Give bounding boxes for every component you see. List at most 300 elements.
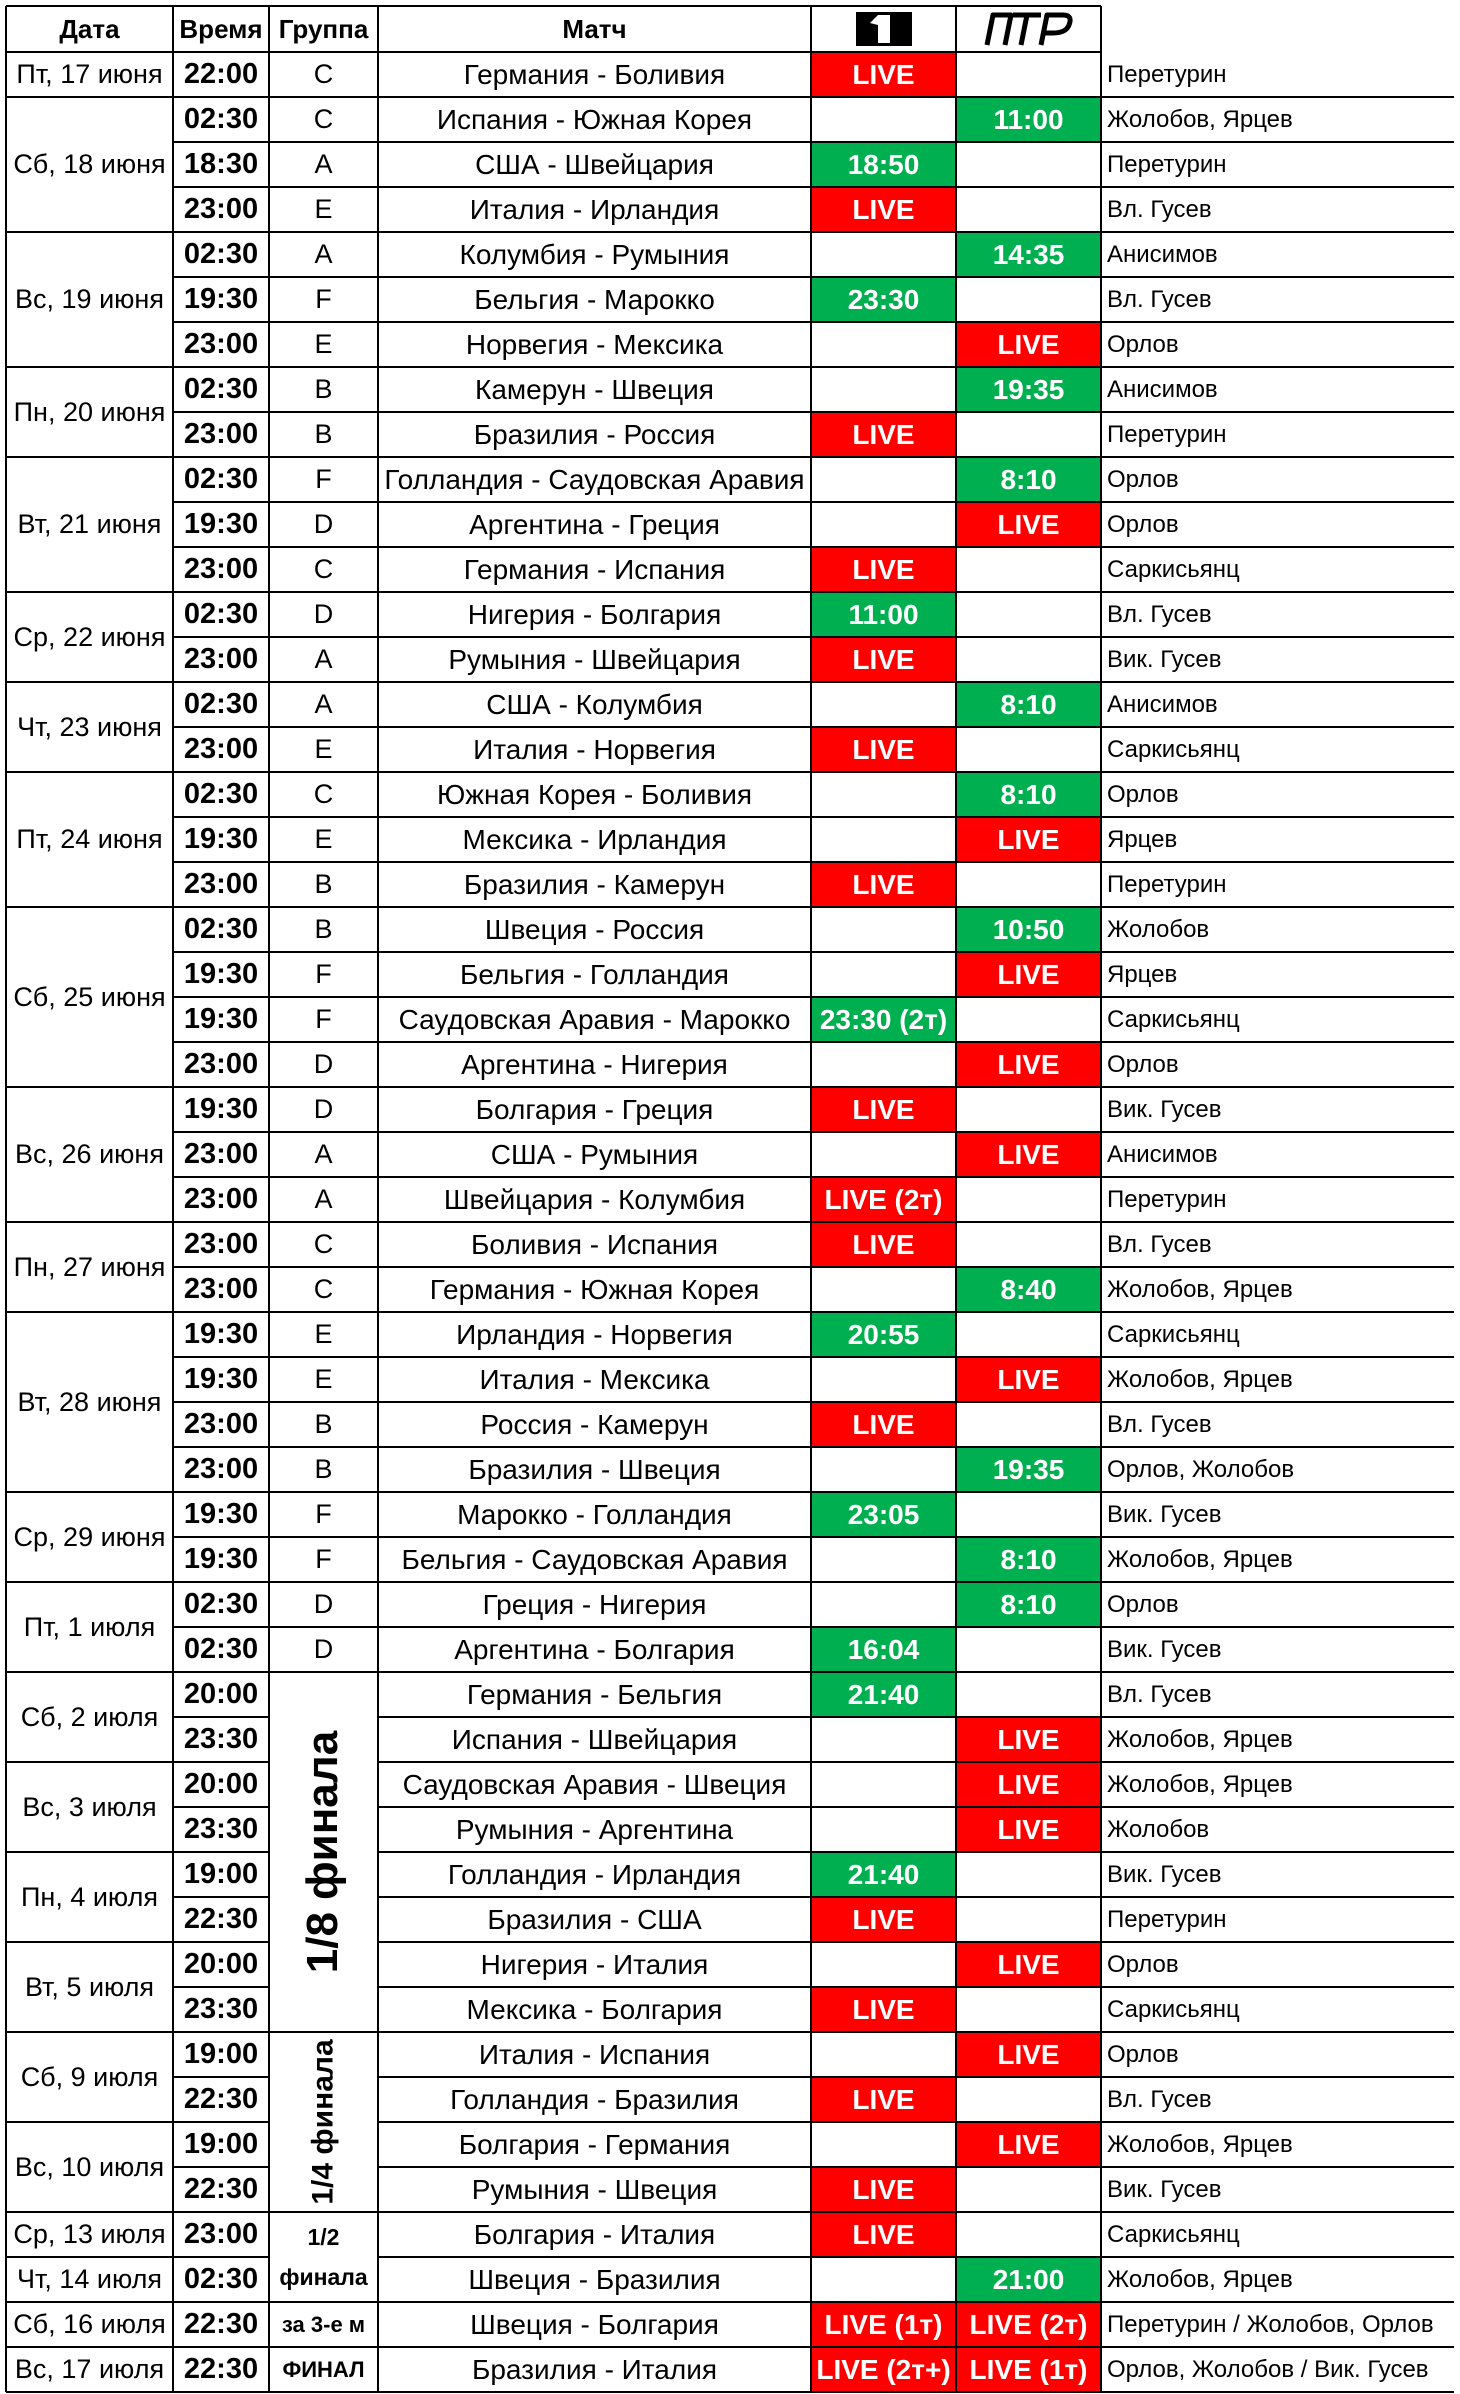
- match-group: F: [269, 1492, 378, 1537]
- match-name: Италия - Ирландия: [378, 187, 811, 232]
- match-name: Болгария - Германия: [378, 2122, 811, 2167]
- channel-one-broadcast: LIVE: [811, 547, 956, 592]
- grid-line: [378, 2166, 1454, 2168]
- match-time: 02:30: [173, 592, 269, 637]
- match-time: 19:30: [173, 1537, 269, 1582]
- match-name: Колумбия - Румыния: [378, 232, 811, 277]
- channel-one-broadcast: [811, 1267, 956, 1312]
- grid-line: [173, 1401, 1454, 1403]
- grid-line: [173, 1536, 1454, 1538]
- match-time: 23:00: [173, 1267, 269, 1312]
- commentators: Жолобов, Ярцев: [1101, 2122, 1454, 2167]
- match-name: Германия - Боливия: [378, 52, 811, 97]
- match-time: 23:00: [173, 637, 269, 682]
- channel-one-logo-icon: [854, 9, 914, 49]
- grid-line: [173, 996, 1454, 998]
- grid-line: [6, 1221, 1454, 1223]
- match-name: Швеция - Бразилия: [378, 2257, 811, 2302]
- match-group: D: [269, 1042, 378, 1087]
- grid-line: [378, 1941, 1454, 1943]
- grid-line: [173, 321, 1454, 323]
- channel-one-broadcast: 21:40: [811, 1672, 956, 1717]
- commentators: Перетурин: [1101, 1897, 1454, 1942]
- rtr-broadcast: LIVE: [956, 1042, 1101, 1087]
- grid-line: [810, 6, 812, 2392]
- grid-line: [173, 411, 1454, 413]
- grid-line: [173, 2076, 269, 2078]
- grid-line: [6, 681, 1454, 683]
- rtr-broadcast: [956, 1897, 1101, 1942]
- match-name: Швеция - Россия: [378, 907, 811, 952]
- match-group: A: [269, 1177, 378, 1222]
- grid-line: [6, 591, 1454, 593]
- stage-semifinal: [269, 2212, 378, 2302]
- grid-line: [6, 366, 1454, 368]
- match-group: D: [269, 592, 378, 637]
- grid-line: [378, 2256, 1454, 2258]
- channel-one-broadcast: [811, 2257, 956, 2302]
- commentators: Жолобов, Ярцев: [1101, 97, 1454, 142]
- match-time: 02:30: [173, 1582, 269, 1627]
- grid-line: [6, 1491, 1454, 1493]
- date-cell: Сб, 16 июля: [6, 2302, 173, 2347]
- match-group: C: [269, 1267, 378, 1312]
- match-time: 19:00: [173, 1852, 269, 1897]
- rtr-broadcast: [956, 2167, 1101, 2212]
- date-cell: Ср, 29 июня: [6, 1492, 173, 1582]
- commentators: Саркисьянц: [1101, 547, 1454, 592]
- rtr-broadcast: 14:35: [956, 232, 1101, 277]
- commentators: Орлов: [1101, 2032, 1454, 2077]
- match-name: Испания - Южная Корея: [378, 97, 811, 142]
- channel-one-broadcast: 18:50: [811, 142, 956, 187]
- channel-one-broadcast: LIVE: [811, 727, 956, 772]
- grid-line: [6, 2211, 1454, 2213]
- match-time: 19:00: [173, 2122, 269, 2167]
- match-name: Болгария - Греция: [378, 1087, 811, 1132]
- match-name: Румыния - Аргентина: [378, 1807, 811, 1852]
- rtr-broadcast: 8:10: [956, 1537, 1101, 1582]
- match-group: F: [269, 1537, 378, 1582]
- channel-one-broadcast: [811, 1762, 956, 1807]
- rtr-broadcast: [956, 547, 1101, 592]
- match-time: 22:30: [173, 2167, 269, 2212]
- stage-semifinal-sf_line2: финала: [279, 2264, 368, 2290]
- commentators: Орлов: [1101, 322, 1454, 367]
- match-group: A: [269, 142, 378, 187]
- grid-line: [173, 501, 1454, 503]
- stage-quarterfinal-text: 1/4 финала: [306, 2039, 340, 2205]
- channel-one-broadcast: LIVE (2т): [811, 1177, 956, 1222]
- match-name: Голландия - Бразилия: [378, 2077, 811, 2122]
- date-cell: Вс, 10 июля: [6, 2122, 173, 2212]
- channel-one-broadcast: LIVE: [811, 862, 956, 907]
- match-time: 19:30: [173, 952, 269, 997]
- channel-one-logo: [811, 6, 956, 52]
- match-group: E: [269, 817, 378, 862]
- rtr-broadcast: [956, 637, 1101, 682]
- commentators: Вик. Гусев: [1101, 1087, 1454, 1132]
- match-name: Германия - Испания: [378, 547, 811, 592]
- match-group: D: [269, 1582, 378, 1627]
- commentators: Анисимов: [1101, 1132, 1454, 1177]
- channel-one-broadcast: [811, 907, 956, 952]
- grid-line: [378, 1806, 1454, 1808]
- channel-one-broadcast: LIVE: [811, 1222, 956, 1267]
- grid-line: [955, 6, 957, 2392]
- grid-line: [173, 1716, 269, 1718]
- channel-one-broadcast: LIVE: [811, 1087, 956, 1132]
- match-name: Саудовская Аравия - Швеция: [378, 1762, 811, 1807]
- date-cell: Ср, 22 июня: [6, 592, 173, 682]
- grid-line: [6, 1581, 1454, 1583]
- channel-one-broadcast: [811, 1582, 956, 1627]
- match-time: 23:30: [173, 1807, 269, 1852]
- match-group: E: [269, 322, 378, 367]
- match-time: 23:00: [173, 1222, 269, 1267]
- rtr-broadcast: [956, 142, 1101, 187]
- match-time: 19:30: [173, 502, 269, 547]
- match-name: США - Швейцария: [378, 142, 811, 187]
- grid-line: [6, 1311, 1454, 1313]
- commentators: Саркисьянц: [1101, 2212, 1454, 2257]
- commentators: Саркисьянц: [1101, 1312, 1454, 1357]
- match-name: США - Колумбия: [378, 682, 811, 727]
- grid-line: [6, 771, 1454, 773]
- match-time: 02:30: [173, 2257, 269, 2302]
- grid-line: [173, 546, 1454, 548]
- date-cell: Пн, 20 июня: [6, 367, 173, 457]
- grid-line: [6, 2391, 1454, 2393]
- match-name: Италия - Испания: [378, 2032, 811, 2077]
- commentators: Орлов, Жолобов: [1101, 1447, 1454, 1492]
- stage-quarterfinal: [269, 2032, 378, 2212]
- commentators: Орлов: [1101, 457, 1454, 502]
- match-name: Греция - Нигерия: [378, 1582, 811, 1627]
- channel-one-broadcast: LIVE: [811, 187, 956, 232]
- rtr-broadcast: LIVE: [956, 1807, 1101, 1852]
- rtr-logo-icon: [983, 9, 1075, 49]
- channel-one-broadcast: 21:40: [811, 1852, 956, 1897]
- match-group: C: [269, 1222, 378, 1267]
- match-group: B: [269, 412, 378, 457]
- rtr-logo: [956, 6, 1101, 52]
- channel-one-broadcast: 16:04: [811, 1627, 956, 1672]
- match-name: Бразилия - Италия: [378, 2347, 811, 2392]
- grid-line: [378, 1896, 1454, 1898]
- rtr-broadcast: [956, 1852, 1101, 1897]
- match-group: C: [269, 772, 378, 817]
- date-cell: Вт, 21 июня: [6, 457, 173, 592]
- grid-line: [172, 6, 174, 2392]
- commentators: Вл. Гусев: [1101, 2077, 1454, 2122]
- rtr-broadcast: LIVE: [956, 502, 1101, 547]
- grid-line: [173, 2166, 269, 2168]
- match-group: C: [269, 52, 378, 97]
- channel-one-broadcast: [811, 457, 956, 502]
- channel-one-broadcast: [811, 367, 956, 412]
- grid-line: [173, 1626, 1454, 1628]
- match-name: США - Румыния: [378, 1132, 811, 1177]
- commentators: Перетурин: [1101, 1177, 1454, 1222]
- match-group: D: [269, 1087, 378, 1132]
- date-cell: Вт, 5 июля: [6, 1942, 173, 2032]
- commentators: Вл. Гусев: [1101, 277, 1454, 322]
- commentators: Жолобов, Ярцев: [1101, 1357, 1454, 1402]
- commentators: Перетурин / Жолобов, Орлов: [1101, 2302, 1454, 2347]
- match-time: 02:30: [173, 457, 269, 502]
- match-group: E: [269, 1357, 378, 1402]
- match-name: Испания - Швейцария: [378, 1717, 811, 1762]
- match-group: C: [269, 97, 378, 142]
- match-name: Россия - Камерун: [378, 1402, 811, 1447]
- channel-one-broadcast: LIVE: [811, 2167, 956, 2212]
- grid-line: [1100, 6, 1102, 2392]
- rtr-broadcast: [956, 1402, 1101, 1447]
- grid-line: [173, 1896, 269, 1898]
- match-name: Нигерия - Болгария: [378, 592, 811, 637]
- match-time: 23:00: [173, 412, 269, 457]
- channel-one-broadcast: LIVE (1т): [811, 2302, 956, 2347]
- match-name: Голландия - Саудовская Аравия: [378, 457, 811, 502]
- match-time: 22:00: [173, 52, 269, 97]
- grid-line: [6, 231, 1454, 233]
- commentators: Вик. Гусев: [1101, 2167, 1454, 2212]
- commentators: Орлов: [1101, 772, 1454, 817]
- grid-line: [378, 2076, 1454, 2078]
- rtr-broadcast: [956, 187, 1101, 232]
- match-name: Мексика - Ирландия: [378, 817, 811, 862]
- match-name: Румыния - Швейцария: [378, 637, 811, 682]
- header-commentators: [1101, 6, 1454, 52]
- channel-one-broadcast: [811, 772, 956, 817]
- match-time: 23:00: [173, 862, 269, 907]
- commentators: Жолобов, Ярцев: [1101, 1762, 1454, 1807]
- date-cell: Чт, 23 июня: [6, 682, 173, 772]
- channel-one-broadcast: [811, 322, 956, 367]
- rtr-broadcast: [956, 2077, 1101, 2122]
- rtr-broadcast: [956, 1627, 1101, 1672]
- commentators: Жолобов: [1101, 907, 1454, 952]
- date-cell: Вс, 3 июля: [6, 1762, 173, 1852]
- match-name: Бельгия - Саудовская Аравия: [378, 1537, 811, 1582]
- rtr-broadcast: 19:35: [956, 367, 1101, 412]
- grid-line: [173, 186, 1454, 188]
- match-time: 22:30: [173, 2302, 269, 2347]
- grid-line: [6, 1941, 269, 1943]
- date-cell: Сб, 9 июля: [6, 2032, 173, 2122]
- commentators: Орлов: [1101, 502, 1454, 547]
- match-name: Саудовская Аравия - Марокко: [378, 997, 811, 1042]
- grid-line: [6, 96, 1454, 98]
- commentators: Перетурин: [1101, 412, 1454, 457]
- commentators: Анисимов: [1101, 232, 1454, 277]
- match-time: 20:00: [173, 1942, 269, 1987]
- rtr-broadcast: 8:10: [956, 772, 1101, 817]
- commentators: Перетурин: [1101, 52, 1454, 97]
- match-group: A: [269, 682, 378, 727]
- match-name: Бразилия - Камерун: [378, 862, 811, 907]
- grid-line: [173, 816, 1454, 818]
- channel-one-broadcast: LIVE: [811, 412, 956, 457]
- channel-one-broadcast: [811, 817, 956, 862]
- stage-semifinal-sf_line1: 1/2: [307, 2224, 340, 2250]
- channel-one-broadcast: [811, 682, 956, 727]
- match-group: D: [269, 1627, 378, 1672]
- grid-line: [5, 6, 7, 2392]
- match-time: 23:00: [173, 547, 269, 592]
- match-time: 19:30: [173, 1492, 269, 1537]
- stage-round-of-16-text: 1/8 финала: [298, 1730, 348, 1974]
- grid-line: [6, 51, 1101, 53]
- match-name: Голландия - Ирландия: [378, 1852, 811, 1897]
- match-time: 23:00: [173, 1447, 269, 1492]
- commentators: Жолобов, Ярцев: [1101, 1267, 1454, 1312]
- rtr-broadcast: [956, 52, 1101, 97]
- match-group: A: [269, 232, 378, 277]
- match-time: 19:30: [173, 1357, 269, 1402]
- header-date: Дата: [6, 6, 173, 52]
- rtr-broadcast: [956, 1087, 1101, 1132]
- grid-line: [6, 1086, 1454, 1088]
- match-time: 02:30: [173, 232, 269, 277]
- commentators: Ярцев: [1101, 817, 1454, 862]
- match-time: 23:30: [173, 1987, 269, 2032]
- rtr-broadcast: 21:00: [956, 2257, 1101, 2302]
- stage-third-place: за 3-е м: [269, 2302, 378, 2347]
- channel-one-broadcast: [811, 2032, 956, 2077]
- grid-line: [173, 951, 1454, 953]
- channel-one-broadcast: [811, 952, 956, 997]
- grid-line: [173, 1176, 1454, 1178]
- channel-one-broadcast: [811, 232, 956, 277]
- channel-one-broadcast: [811, 502, 956, 547]
- date-cell: Сб, 2 июля: [6, 1672, 173, 1762]
- date-cell: Вс, 26 июня: [6, 1087, 173, 1222]
- grid-line: [173, 1986, 269, 1988]
- match-group: B: [269, 907, 378, 952]
- match-name: Болгария - Италия: [378, 2212, 811, 2257]
- commentators: Вл. Гусев: [1101, 1402, 1454, 1447]
- match-time: 02:30: [173, 682, 269, 727]
- match-name: Нигерия - Италия: [378, 1942, 811, 1987]
- channel-one-broadcast: [811, 97, 956, 142]
- grid-line: [378, 1851, 1454, 1853]
- commentators: Вл. Гусев: [1101, 1222, 1454, 1267]
- date-cell: Сб, 25 июня: [6, 907, 173, 1087]
- date-cell: Пн, 4 июля: [6, 1852, 173, 1942]
- match-group: E: [269, 727, 378, 772]
- match-time: 19:30: [173, 1312, 269, 1357]
- channel-one-broadcast: [811, 1537, 956, 1582]
- match-time: 20:00: [173, 1672, 269, 1717]
- header-time: Время: [173, 6, 269, 52]
- match-time: 19:30: [173, 997, 269, 1042]
- match-group: D: [269, 502, 378, 547]
- grid-line: [6, 2256, 269, 2258]
- rtr-broadcast: [956, 592, 1101, 637]
- rtr-broadcast: LIVE: [956, 2032, 1101, 2077]
- match-name: Швеция - Болгария: [378, 2302, 811, 2347]
- rtr-broadcast: LIVE: [956, 322, 1101, 367]
- rtr-broadcast: 8:10: [956, 682, 1101, 727]
- channel-one-broadcast: LIVE: [811, 1987, 956, 2032]
- commentators: Перетурин: [1101, 142, 1454, 187]
- match-group: B: [269, 1402, 378, 1447]
- rtr-broadcast: [956, 412, 1101, 457]
- rtr-broadcast: LIVE: [956, 952, 1101, 997]
- grid-line: [6, 2301, 1454, 2303]
- grid-line: [378, 1761, 1454, 1763]
- channel-one-broadcast: [811, 1132, 956, 1177]
- channel-one-broadcast: [811, 1447, 956, 1492]
- rtr-broadcast: 11:00: [956, 97, 1101, 142]
- channel-one-broadcast: [811, 2122, 956, 2167]
- commentators: Жолобов, Ярцев: [1101, 1717, 1454, 1762]
- commentators: Ярцев: [1101, 952, 1454, 997]
- header-match: Матч: [378, 6, 811, 52]
- match-group: A: [269, 637, 378, 682]
- match-time: 19:00: [173, 2032, 269, 2077]
- match-group: E: [269, 187, 378, 232]
- commentators: Анисимов: [1101, 682, 1454, 727]
- date-cell: Вс, 19 июня: [6, 232, 173, 367]
- date-cell: Пт, 1 июля: [6, 1582, 173, 1672]
- match-name: Швейцария - Колумбия: [378, 1177, 811, 1222]
- grid-line: [6, 1761, 269, 1763]
- commentators: Саркисьянц: [1101, 1987, 1454, 2032]
- match-time: 23:00: [173, 727, 269, 772]
- match-name: Бразилия - Швеция: [378, 1447, 811, 1492]
- grid-line: [173, 861, 1454, 863]
- match-name: Боливия - Испания: [378, 1222, 811, 1267]
- match-time: 23:00: [173, 2212, 269, 2257]
- commentators: Орлов: [1101, 1942, 1454, 1987]
- rtr-broadcast: LIVE: [956, 1717, 1101, 1762]
- commentators: Орлов, Жолобов / Вик. Гусев: [1101, 2347, 1454, 2392]
- grid-line: [173, 1446, 1454, 1448]
- match-name: Норвегия - Мексика: [378, 322, 811, 367]
- match-group: B: [269, 1447, 378, 1492]
- rtr-broadcast: [956, 1987, 1101, 2032]
- channel-one-broadcast: [811, 1942, 956, 1987]
- rtr-broadcast: LIVE: [956, 1762, 1101, 1807]
- rtr-broadcast: [956, 1492, 1101, 1537]
- commentators: Анисимов: [1101, 367, 1454, 412]
- grid-line: [6, 1671, 1454, 1673]
- date-cell: Пн, 27 июня: [6, 1222, 173, 1312]
- rtr-broadcast: LIVE (1т): [956, 2347, 1101, 2392]
- rtr-broadcast: [956, 862, 1101, 907]
- rtr-broadcast: [956, 277, 1101, 322]
- commentators: Вл. Гусев: [1101, 1672, 1454, 1717]
- match-time: 02:30: [173, 772, 269, 817]
- grid-line: [268, 6, 270, 2392]
- match-time: 20:00: [173, 1762, 269, 1807]
- commentators: Саркисьянц: [1101, 727, 1454, 772]
- rtr-broadcast: [956, 1672, 1101, 1717]
- match-name: Аргентина - Болгария: [378, 1627, 811, 1672]
- match-name: Мексика - Болгария: [378, 1987, 811, 2032]
- channel-one-broadcast: 23:05: [811, 1492, 956, 1537]
- grid-line: [173, 636, 1454, 638]
- date-cell: Пт, 17 июня: [6, 52, 173, 97]
- rtr-broadcast: LIVE: [956, 817, 1101, 862]
- match-group: B: [269, 367, 378, 412]
- match-time: 22:30: [173, 2347, 269, 2392]
- match-time: 23:00: [173, 1042, 269, 1087]
- channel-one-broadcast: 11:00: [811, 592, 956, 637]
